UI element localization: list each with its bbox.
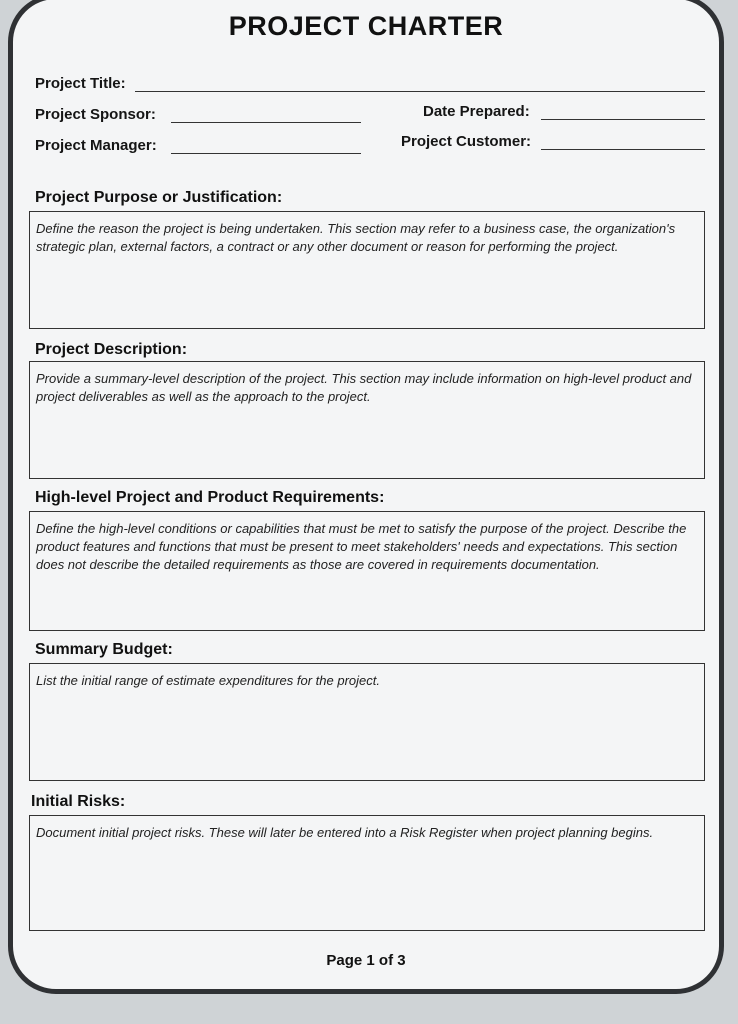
project-sponsor-input-line[interactable]	[171, 122, 361, 123]
budget-text-box[interactable]	[29, 663, 705, 781]
date-prepared-label: Date Prepared:	[423, 103, 530, 120]
project-sponsor-label: Project Sponsor:	[35, 106, 156, 123]
requirements-text-box[interactable]	[29, 511, 705, 631]
charter-page	[8, 0, 724, 994]
project-title-input-line[interactable]	[135, 91, 705, 92]
project-title-label: Project Title:	[35, 75, 126, 92]
project-manager-label: Project Manager:	[35, 137, 157, 154]
purpose-section-label: Project Purpose or Justification:	[35, 189, 283, 206]
description-instructions: Provide a summary-level description of the project. This section may include information on high-level product and project deliverables as well as the approach to the project.	[36, 371, 692, 404]
project-manager-input-line[interactable]	[171, 153, 361, 154]
purpose-text-box[interactable]	[29, 211, 705, 329]
purpose-instructions: Define the reason the project is being undertaken. This section may refer to a business case, the organization's strategic plan, external factors, a contract or any other document or reason for performing the project.	[36, 221, 676, 254]
page-title: PROJECT CHARTER	[228, 11, 504, 41]
risks-section-label: Initial Risks:	[31, 793, 126, 810]
requirements-section-label: High-level Project and Product Requirements:	[35, 489, 385, 506]
requirements-instructions: Define the high-level conditions or capabilities that must be met to satisfy the purpose of the project. Describe the product features and functions that must be present to meet stakeholders' needs and expectations. This section does not describe the detailed requirements as those are covered in requirements documentation.	[36, 521, 687, 572]
risks-instructions: Document initial project risks. These will later be entered into a Risk Register when project planning begins.	[36, 825, 654, 840]
project-customer-label: Project Customer:	[401, 133, 532, 150]
project-customer-input-line[interactable]	[541, 149, 705, 150]
page-number: Page 1 of 3	[326, 952, 406, 969]
risks-text-box[interactable]	[29, 815, 705, 931]
description-text-box[interactable]	[29, 361, 705, 479]
budget-instructions: List the initial range of estimate expenditures for the project.	[36, 673, 380, 688]
budget-section-label: Summary Budget:	[35, 641, 173, 658]
description-section-label: Project Description:	[35, 341, 188, 358]
date-prepared-input-line[interactable]	[541, 119, 705, 120]
